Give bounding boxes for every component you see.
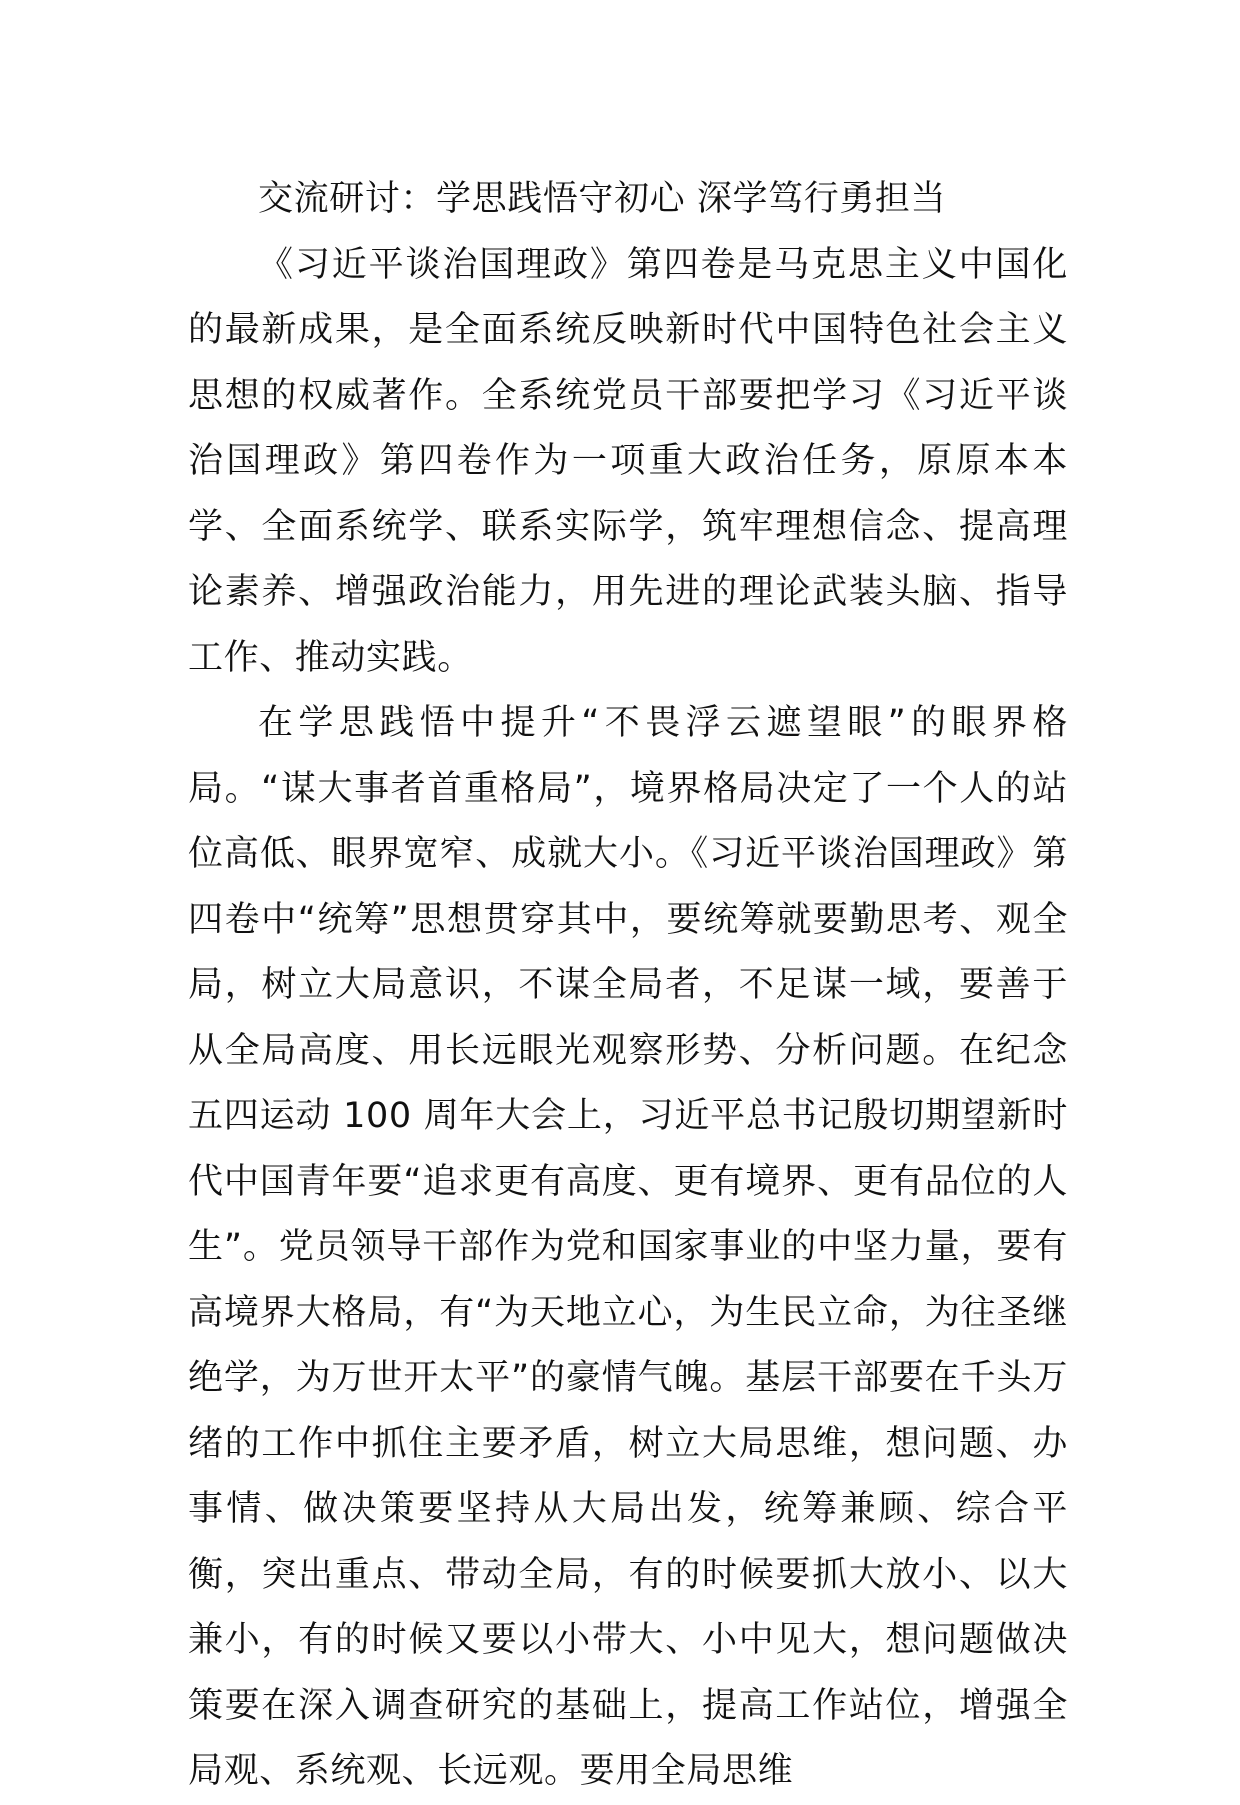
paragraph-intro: 《习近平谈治国理政》第四卷是马克思主义中国化的最新成果，是全面系统反映新时代中国特色社会主义思想的权威著作。全系统党员干部要把学习《习近平谈治国理政》第四卷作为一项重大政治任务，原原本本学、全面系统学、联系实际学，筑牢理想信念、提高理论素养、增强政治能力，用先进的理论武装头脑、指导工作、推动实践。 [188, 244, 1068, 678]
paragraph-vision: 在学思践悟中提升“不畏浮云遮望眼”的眼界格局。“谋大事者首重格局”，境界格局决定了一个人的站位高低、眼界宽窄、成就大小。《习近平谈治国理政》第四卷中“统筹”思想贯穿其中，要统筹就要勤思考、观全局，树立大局意识，不谋全局者，不足谋一域，要善于从全局高度、用长远眼光观察形势、分析问题。在纪念五四运动 100 周年大会上，习近平总书记殷切期望新时代中国青年要“追求更有高度、更有境界、更有品位的人生”。党员领导干部作为党和国家事业的中坚力量，要有高境界大格局，有“为天地立心，为生民立命，为往圣继绝学，为万世开太平”的豪情气魄。基层干部要在千头万绪的工作中抓住主要矛盾，树立大局思维，想问题、办事情、做决策要坚持从大局出发，统筹兼顾、综合平衡，突出重点、带动全局，有的时候要抓大放小、以大兼小，有的时候又要以小带大、小中见大，想问题做决策要在深入调查研究的基础上，提高工作站位，增强全局观、系统观、长远观。要用全局思维 [188, 703, 1068, 1791]
document-body [188, 167, 1068, 1805]
document-title: 交流研讨：学思践悟守初心 深学笃行勇担当 [258, 179, 947, 219]
